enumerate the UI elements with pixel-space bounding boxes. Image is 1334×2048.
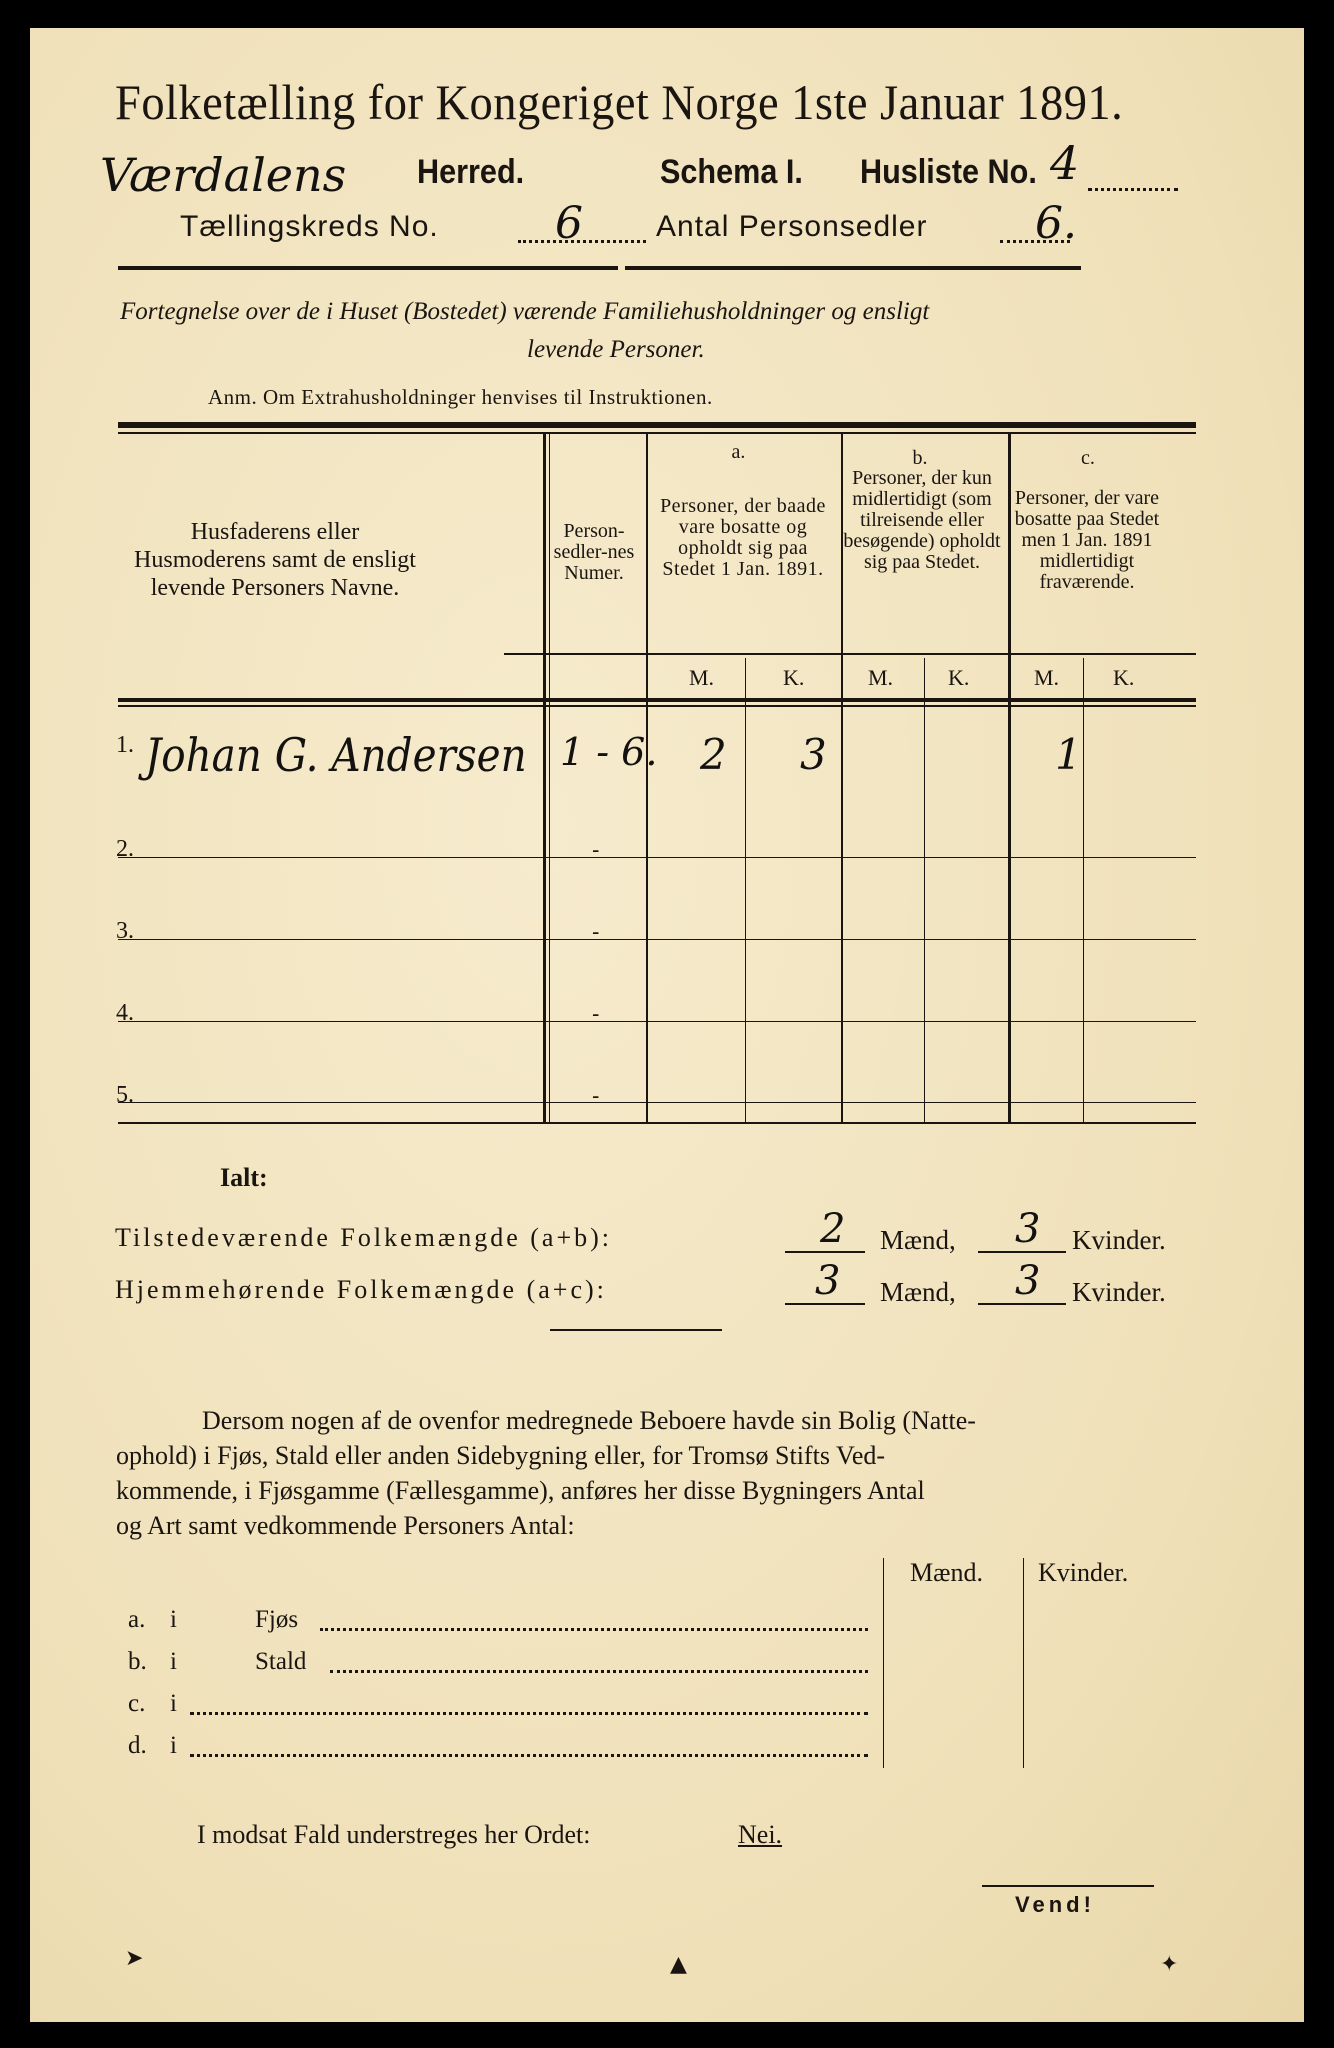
buildings-para-2: ophold) i Fjøs, Stald eller anden Sidebygning eller, for Tromsø Stifts Ved- (116, 1441, 886, 1470)
totals-line-1-kvinder: 3 (1015, 1206, 1041, 1252)
buildings-para-1: Dersom nogen af de ovenfor medregnede Beboere havde sin Bolig (Natte- (202, 1406, 976, 1435)
col-header-b: Personer, der kun midlertidigt (som tilreisende eller besøgende) opholdt sig paa Stedet. (843, 467, 1001, 573)
husliste-label: Husliste No. (860, 153, 1037, 191)
buildings-col-maend: Mænd. (910, 1558, 983, 1587)
building-a-letter: a. (128, 1606, 146, 1633)
totals-line-2-maend-word: Mænd, (880, 1277, 956, 1307)
building-b-i: i (170, 1648, 177, 1675)
row-1-name: Johan G. Andersen (145, 728, 527, 782)
intro-line-2: levende Personer. (527, 336, 705, 363)
antal-value: 6. (1035, 198, 1077, 249)
a-k-label: K. (783, 665, 805, 690)
row-5-numer: - (592, 1084, 600, 1109)
totals-line-1-label: Tilstedeværende Folkemængde (a+b): (115, 1223, 612, 1252)
row-2-number: 2. (116, 836, 134, 862)
row-2-numer: - (592, 838, 600, 863)
kreds-value: 6 (555, 198, 583, 249)
row-1-numer: 1 - 6. (560, 730, 658, 774)
corner-mark-right: ✦ (1160, 1952, 1179, 1977)
buildings-para-3: kommende, i Fjøsgamme (Fællesgamme), anføres her disse Bygningers Antal (116, 1476, 925, 1505)
col-header-numer: Person-sedler-nes Numer. (553, 520, 635, 584)
row-3-numer: - (592, 920, 600, 945)
totals-line-2-maend: 3 (815, 1258, 841, 1304)
schema-label: Schema I. (660, 153, 803, 191)
c-m-label: M. (1034, 665, 1060, 690)
building-d-i: i (170, 1732, 177, 1759)
row-4-number: 4. (116, 1000, 134, 1026)
totals-line-2-label: Hjemmehørende Folkemængde (a+c): (115, 1275, 607, 1304)
building-c-letter: c. (128, 1690, 146, 1717)
building-c-i: i (170, 1690, 177, 1717)
totals-line-1-kvinder-word: Kvinder. (1072, 1225, 1166, 1255)
c-k-label: K. (1113, 665, 1135, 690)
buildings-col-kvinder: Kvinder. (1038, 1558, 1129, 1587)
building-b-label: Stald (255, 1648, 307, 1675)
building-d-letter: d. (128, 1732, 147, 1759)
husliste-value: 4 (1050, 136, 1080, 190)
census-form (30, 28, 1304, 2022)
b-k-label: K. (948, 665, 970, 690)
totals-line-2-kvinder-word: Kvinder. (1072, 1277, 1166, 1307)
col-header-names: Husfaderens eller Husmoderens samt de ensligt levende Personers Navne. (134, 519, 416, 601)
a-m-label: M. (689, 665, 715, 690)
buildings-para-4: og Art samt vedkommende Personers Antal: (116, 1511, 575, 1540)
nei-word: Nei. (738, 1820, 783, 1849)
ialt-label: Ialt: (220, 1163, 268, 1192)
col-header-a: Personer, der baade vare bosatte og opholdt sig paa Stedet 1 Jan. 1891. (660, 495, 826, 580)
col-header-c: Personer, der vare bosatte paa Stedet men 1 Jan. 1891 midlertidigt fraværende. (1014, 487, 1160, 593)
col-c-letter: c. (1081, 447, 1095, 469)
row-4-numer: - (592, 1002, 600, 1027)
anm-note: Anm. Om Extrahusholdninger henvises til Instruktionen. (208, 385, 713, 409)
modsat-text: I modsat Fald understreges her Ordet: (197, 1820, 591, 1849)
vend-label: Vend! (1015, 1892, 1095, 1917)
antal-label: Antal Personsedler (656, 210, 928, 243)
building-a-i: i (170, 1606, 177, 1633)
totals-line-1-maend-word: Mænd, (880, 1225, 956, 1255)
intro-line-1: Fortegnelse over de i Huset (Bostedet) værende Familiehusholdninger og ensligt (120, 298, 930, 325)
building-b-letter: b. (128, 1648, 147, 1675)
building-a-label: Fjøs (255, 1606, 299, 1633)
totals-line-1-maend: 2 (820, 1206, 846, 1252)
col-a-letter: a. (731, 441, 746, 463)
row-5-number: 5. (116, 1082, 134, 1108)
row-1-a-m: 2 (700, 730, 727, 779)
totals-line-2-kvinder: 3 (1015, 1258, 1041, 1304)
b-m-label: M. (868, 665, 894, 690)
herred-label: Herred. (417, 153, 525, 191)
row-1-a-k: 3 (800, 730, 827, 779)
col-b-letter: b. (912, 447, 928, 469)
row-1-number: 1. (116, 732, 134, 758)
row-3-number: 3. (116, 918, 134, 944)
corner-mark-left: ➤ (125, 1946, 144, 1971)
kreds-label: Tællingskreds No. (180, 210, 439, 243)
row-1-c-m: 1 (1055, 730, 1082, 779)
herred-value: Værdalens (100, 148, 347, 202)
corner-mark-center: ▲ (670, 1952, 687, 1977)
form-title: Folketælling for Kongeriget Norge 1ste Januar 1891. (115, 74, 1124, 130)
